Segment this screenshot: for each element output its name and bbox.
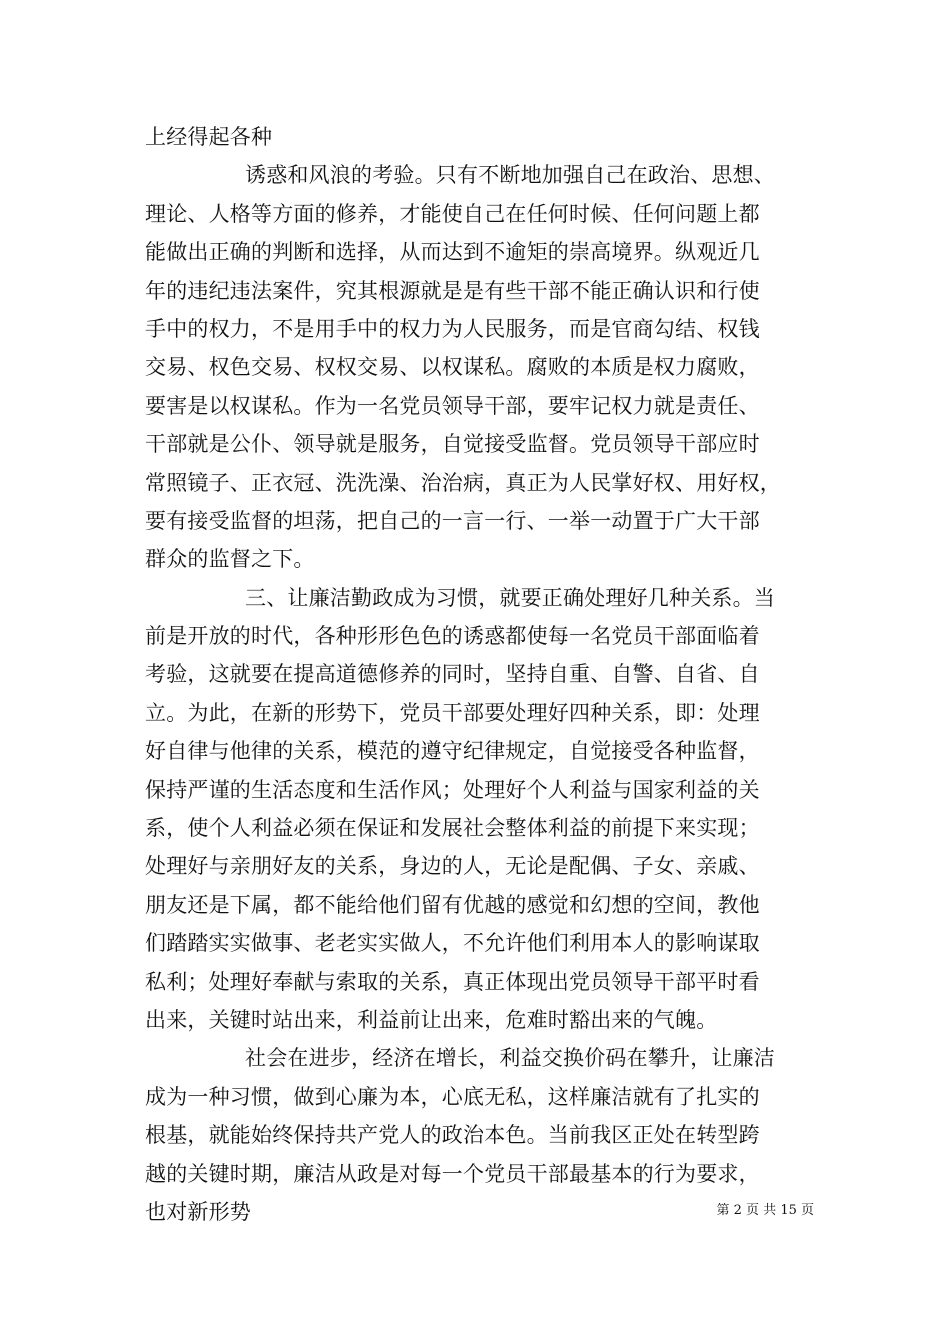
text-line: 出来，关键时站出来，利益前让出来，危难时豁出来的气魄。 — [145, 1007, 718, 1032]
text-line: 朋友还是下属，都不能给他们留有优越的感觉和幻想的空间，教他 — [145, 892, 760, 917]
text-line: 前是开放的时代，各种形形色色的诱惑都使每一名党员干部面临着 — [145, 624, 760, 649]
text-line: 三、让廉洁勤政成为习惯，就要正确处理好几种关系。当 — [245, 585, 775, 610]
text-line: 根基，就能始终保持共产党人的政治本色。当前我区正处在转型跨 — [145, 1123, 760, 1148]
text-line: 上经得起各种 — [145, 125, 273, 149]
text-line: 常照镜子、正衣冠、洗洗澡、治治病，真正为人民掌好权、用好权， — [145, 470, 781, 495]
text-line: 保持严谨的生活态度和生活作风；处理好个人利益与国家利益的关 — [145, 777, 760, 802]
body-text — [145, 118, 813, 1231]
text-line: 要害是以权谋私。作为一名党员领导干部，要牢记权力就是责任、 — [145, 393, 760, 418]
text-line: 系，使个人利益必须在保证和发展社会整体利益的前提下来实现； — [145, 816, 760, 841]
text-line: 好自律与他律的关系，模范的遵守纪律规定，自觉接受各种监督， — [145, 739, 760, 764]
text-line: 理论、人格等方面的修养，才能使自己在任何时候、任何问题上都 — [145, 201, 760, 226]
text-line: 手中的权力，不是用手中的权力为人民服务，而是官商勾结、权钱 — [145, 316, 760, 341]
text-line: 处理好与亲朋好友的关系，身边的人，无论是配偶、子女、亲戚、 — [145, 854, 760, 879]
text-line: 诱惑和风浪的考验。只有不断地加强自己在政治、思想、 — [245, 163, 775, 188]
page-footer: 第 2 页 共 15 页 — [716, 1203, 814, 1218]
text-line: 群众的监督之下。 — [145, 547, 315, 572]
text-line: 社会在进步，经济在增长，利益交换价码在攀升，让廉洁 — [245, 1046, 775, 1071]
text-line: 干部就是公仆、领导就是服务，自觉接受监督。党员领导干部应时 — [145, 432, 760, 457]
text-line: 考验，这就要在提高道德修养的同时，坚持自重、自警、自省、自 — [145, 662, 760, 687]
text-line: 立。为此，在新的形势下，党员干部要处理好四种关系，即：处理 — [145, 700, 760, 725]
text-line: 要有接受监督的坦荡，把自己的一言一行、一举一动置于广大干部 — [145, 508, 760, 533]
text-line: 交易、权色交易、权权交易、以权谋私。腐败的本质是权力腐败， — [145, 355, 760, 380]
text-line: 能做出正确的判断和选择，从而达到不逾矩的崇高境界。纵观近几 — [145, 240, 760, 265]
text-line: 越的关键时期，廉洁从政是对每一个党员干部最基本的行为要求， — [145, 1161, 760, 1186]
text-line: 私利；处理好奉献与索取的关系，真正体现出党员领导干部平时看 — [145, 969, 760, 994]
text-line: 也对新形势 — [145, 1199, 251, 1224]
text-line: 们踏踏实实做事、老老实实做人，不允许他们利用本人的影响谋取 — [145, 931, 760, 956]
text-line: 成为一种习惯，做到心廉为本，心底无私，这样廉洁就有了扎实的 — [145, 1084, 760, 1109]
text-line: 年的违纪违法案件，究其根源就是是有些干部不能正确认识和行使 — [145, 278, 760, 303]
